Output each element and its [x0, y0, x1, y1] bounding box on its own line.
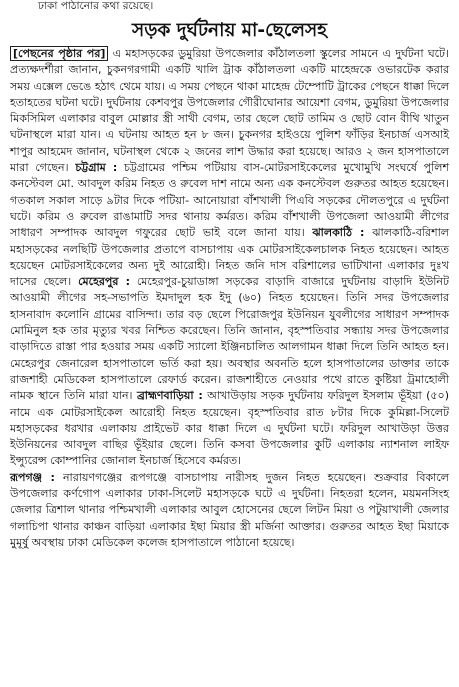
paragraph-text: ঝালকাঠি-বরিশাল মহাসড়কের নলছিটি উপজেলার প্রতাপে বাসচাপায় এক মোটরসাইকেলচালক নিহত হয়েছেন। আহত হয়েছেন মোটরসাইকেলের অন্য দুই আরোহী। নিহত জনি দাস বরিশালের ভাটিখানা এলাকার দুঃখ দাসের ছেলে। [10, 226, 449, 289]
article-paragraph [10, 470, 449, 551]
article-body [10, 46, 449, 551]
place-label: মেহেরপুর : [78, 275, 130, 289]
place-label: চট্টগ্রাম : [75, 161, 118, 175]
place-label: ঝালকাঠি : [312, 226, 365, 240]
paragraph-text: এ মহাসড়কের ডুমুরিয়া উপজেলার কাঁঠালতলা স্কুলের সামনে এ দুর্ঘটনা ঘটে। প্রত্যক্ষদর্শীরা জানান, চুকনগরগামী একটি খালি ট্রাক কাঁঠালতলা একটি মাহেন্দ্রকে ওভারটেক করার সময় এক্সেল ভেঙে হঠাৎ থেমে যায়। এ সময় পেছনে থাকা মাহেন্দ্র টেম্পোটি ট্রাকের পেছনে ধাক্কা দিলে হতাহতের ঘটনা ঘটে। দুর্ঘটনায় কেশবপুর উপজেলার গৌরীঘোনার আয়েশা বেগম, ডুমুরিয়া উপজেলার মিকসিমিল এলাকার বাবুল মোল্লার স্ত্রী সাথী বেগম, তার ছেলে ছোট তামিম ও ছোট বোন বীথি খাতুন ঘটনাস্থলে মারা যান। এ ঘটনায় আহত হন ৮ জন। চুকনগর হাইওয়ে পুলিশ ফাঁড়ির ইনচার্জ এসআই শাপুর আহমেদ জানান, ঘটনাস্থল থেকে ২ জনের লাশ উদ্ধার করা হয়েছে। আরও ২ জন হাসপাতালে মারা গেছেন। [10, 47, 449, 175]
paragraph-text: মেহেরপুর-চুয়াডাঙ্গা সড়কের বাড়াদি বাজারে দুর্ঘটনায় বাড়াদি ইউনিট আওয়ামী লীগের সহ-সভাপতি ইমদাদুল হক ইদু (৬০) নিহত হয়েছেন। তিনি সদর উপজেলার হাসনাবাদ কলোনি গ্রামের বাসিন্দা। তার বড় ছেলে পিরোজপুর ইউনিয়ন যুবলীগের সাধারণ সম্পাদক মোমিনুল হক তার মৃত্যুর খবর নিশ্চিত করেছেন। তিনি জানান, বৃহস্পতিবার সন্ধ্যায় সদর উপজেলার বাড়াদিতে রাস্তা পার হওয়ার সময় একটি স্যালো ইঞ্জিনচালিত আলগামন ধাক্কা দিলে তিনি আহত হন। মেহেরপুর জেনারেল হাসপাতালে ভর্তি করা হয়। অবস্থার অবনতি হলে হাসপাতালের ডাক্তার তাকে রাজশাহী মেডিকেল হাসপাতালে রেফার্ড করেন। রাজশাহীতে নেওয়ার পথে রাতে কুষ্টিয়া ট্রমাহোলী নামক স্থানে তিনি মারা যান। [10, 275, 449, 403]
article-paragraph [10, 46, 449, 470]
article-headline: সড়ক দুর্ঘটনায় মা-ছেলেসহ [132, 20, 327, 41]
place-label: রূপগঞ্জ : [10, 470, 55, 484]
previous-article-fragment: ঢাকা পাঠানোর কথা রয়েছে। [38, 0, 154, 12]
continued-from-label: [পেছনের পৃষ্ঠার পর] [10, 46, 108, 61]
place-label: ব্রাহ্মণবাড়িয়া : [136, 389, 203, 403]
paragraph-text: চট্টগ্রামের পশ্চিম পটিয়ায় বাস-মোটরসাইকেলের মুখোমুখি সংঘর্ষে পুলিশ কনস্টেবল মো. আবদুল করিম নিহত ও রুবেল দাশ নামে অন্য এক কনস্টেবল গুরুতর আহত হয়েছেন। গতকাল সকাল সাড়ে ৯টার দিকে পটিয়া- আনোয়ারা বাঁশখালী পিএবি সড়কের দৌলতপুরে এ দুর্ঘটনা ঘটে। করিম ও রুবেল রাঙামাটি সদর থানায় কর্মরত। করিম বাঁশখালী উপজেলা আওয়ামী লীগের সাধারণ সম্পাদক আবদুল গফুরের ছোট ভাই বলে জানা যায়। [10, 161, 449, 240]
paragraph-text: আখাউড়ায় সড়ক দুর্ঘটনায় ফরিদুল ইসলাম ভূঁইয়া (৫০) নামে এক মোটরসাইকেল আরোহী নিহত হয়েছেন। বৃহস্পতিবার রাত ৮টার দিকে কুমিল্লা-সিলেট মহাসড়কের ধরখার এলাকায় প্রাইভেট কার ধাক্কা দিলে এ দুর্ঘটনা ঘটে। ফরিদুল আখাউড়া উত্তর ইউনিয়নের আবদুল বাছির ভূঁইয়ার ছেলে। তিনি কসবা উপজেলার কুটি এলাকায় ন্যাশনাল লাইফ ইন্স্যুরেন্স কোম্পানির জোনাল ইনচার্জ হিসেবে কর্মরত। [10, 389, 449, 468]
paragraph-text: নারায়ণগঞ্জের রূপগঞ্জে বাসচাপায় নারীসহ দুজন নিহত হয়েছেন। শুক্রবার বিকালে উপজেলার কর্ণগোপ এলাকার ঢাকা-সিলেট মহাসড়কে ঘটে এ দুর্ঘটনা। নিহতরা হলেন, ময়মনসিংহ জেলার ত্রিশাল থানার পশ্চিমখালী এলাকার আবুল হোসেনের ছেলে লিটন মিয়া ও পটুয়াখালী জেলার গলাচিপা থানার কাঞ্চন বাড়িয়া এলাকার ইছা মিয়ার স্ত্রী মর্জিনা আক্তার। গুরুতর আহত ইছা মিয়াকে মুমূর্ষু অবস্থায় ঢাকা মেডিকেল কলেজ হাসপাতালে পাঠানো হয়েছে। [10, 470, 449, 549]
